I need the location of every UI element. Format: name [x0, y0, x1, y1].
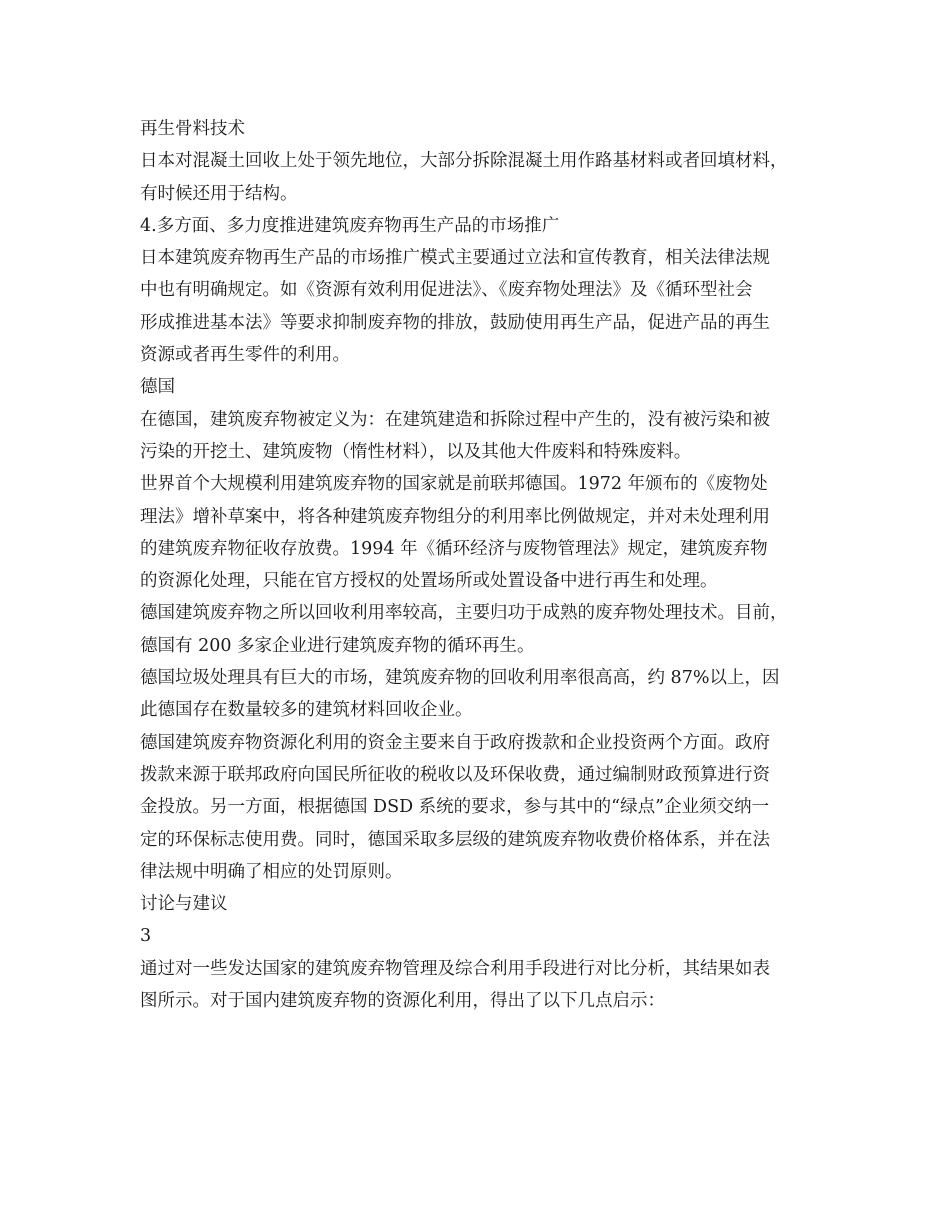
document-body	[140, 113, 822, 1017]
section-number: 3	[140, 926, 152, 947]
text-line: 污染的开挖土、建筑废物（惰性材料），以及其他大件废料和特殊废料。	[140, 441, 692, 462]
section-heading-germany: 德国	[140, 377, 175, 398]
section-heading-recycled-aggregate: 再生骨料技术	[140, 119, 245, 139]
text-line: 图所示。对于国内建筑废弃物的资源化利用，得出了以下几点启示：	[140, 991, 665, 1012]
text-line: 德国垃圾处理具有巨大的市场，建筑废弃物的回收利用率很高高，约 87%以上，因	[140, 668, 780, 689]
text-line: 形成推进基本法》等要求抑制废弃物的排放，鼓励使用再生产品，促进产品的再生	[140, 312, 770, 333]
text-line: 此德国存在数量较多的建筑材料回收企业。	[140, 700, 473, 721]
text-line: 定的环保标志使用费。同时，德国采取多层级的建筑废弃物收费价格体系，并在法	[140, 829, 770, 850]
text-line: 日本对混凝土回收上处于领先地位，大部分拆除混凝土用作路基材料或者回填材料，	[140, 151, 788, 172]
text-line: 德国有 200 多家企业进行建筑废弃物的循环再生。	[140, 635, 535, 656]
text-line: 律法规中明确了相应的处罚原则。	[140, 861, 403, 882]
text-line: 的建筑废弃物征收存放费。1994 年《循环经济与废物管理法》规定，建筑废弃物	[140, 538, 768, 559]
text-line: 理法》增补草案中，将各种建筑废弃物组分的利用率比例做规定，并对未处理利用	[140, 506, 770, 527]
section-heading-discussion: 讨论与建议	[140, 894, 228, 915]
section-heading-market-promotion: 4.多方面、多力度推进建筑废弃物再生产品的市场推广	[140, 215, 560, 236]
text-line: 资源或者再生零件的利用。	[140, 345, 350, 366]
text-line: 中也有明确规定。如《资源有效利用促进法》、《废弃物处理法》及《循环型社会	[140, 280, 753, 301]
text-line: 世界首个大规模利用建筑废弃物的国家就是前联邦德国。1972 年颁布的《废物处	[140, 474, 768, 495]
text-line: 有时候还用于结构。	[140, 183, 298, 204]
text-line: 德国建筑废弃物之所以回收利用率较高，主要归功于成熟的废弃物处理技术。目前，	[140, 603, 788, 624]
text-line: 通过对一些发达国家的建筑废弃物管理及综合利用手段进行对比分析，其结果如表	[140, 958, 770, 979]
text-line: 在德国，建筑废弃物被定义为：在建筑建造和拆除过程中产生的，没有被污染和被	[140, 409, 770, 430]
text-line: 金投放。另一方面，根据德国 DSD 系统的要求，参与其中的“绿点”企业须交纳一	[140, 797, 770, 818]
text-line: 拨款来源于联邦政府向国民所征收的税收以及环保收费，通过编制财政预算进行资	[140, 764, 770, 785]
text-line: 的资源化处理，只能在官方授权的处置场所或处置设备中进行再生和处理。	[140, 571, 718, 592]
text-line: 德国建筑废弃物资源化利用的资金主要来自于政府拨款和企业投资两个方面。政府	[140, 732, 770, 753]
text-line: 日本建筑废弃物再生产品的市场推广模式主要通过立法和宣传教育，相关法律法规	[140, 248, 770, 269]
